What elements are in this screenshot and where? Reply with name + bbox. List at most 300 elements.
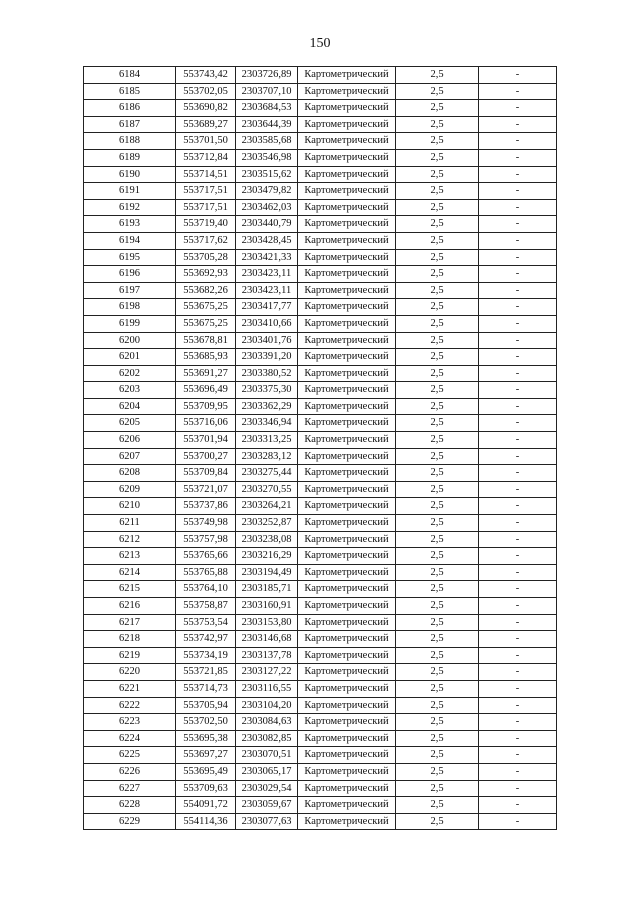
- table-row: [84, 680, 557, 697]
- table-row: [84, 614, 557, 631]
- precision-cell: 2,5: [396, 249, 479, 266]
- method-cell: Картометрический: [298, 730, 396, 747]
- description-cell: -: [479, 249, 557, 266]
- precision-cell: 2,5: [396, 448, 479, 465]
- y-coordinate-cell: 2303264,21: [236, 498, 298, 515]
- point-number-cell: 6209: [84, 481, 176, 498]
- page-number: 150: [309, 36, 331, 51]
- point-number-cell: 6212: [84, 531, 176, 548]
- x-coordinate-cell: 553709,63: [176, 780, 236, 797]
- x-coordinate-cell: 553701,94: [176, 432, 236, 449]
- point-number-cell: 6192: [84, 199, 176, 216]
- method-cell: Картометрический: [298, 465, 396, 482]
- x-coordinate-cell: 553765,66: [176, 548, 236, 565]
- method-cell: Картометрический: [298, 763, 396, 780]
- description-cell: -: [479, 813, 557, 830]
- x-coordinate-cell: 553712,84: [176, 149, 236, 166]
- x-coordinate-cell: 553734,19: [176, 647, 236, 664]
- precision-cell: 2,5: [396, 515, 479, 532]
- y-coordinate-cell: 2303515,62: [236, 166, 298, 183]
- description-cell: -: [479, 797, 557, 814]
- y-coordinate-cell: 2303423,11: [236, 282, 298, 299]
- table-row: [84, 365, 557, 382]
- description-cell: -: [479, 631, 557, 648]
- x-coordinate-cell: 554114,36: [176, 813, 236, 830]
- method-cell: Картометрический: [298, 415, 396, 432]
- x-coordinate-cell: 553690,82: [176, 100, 236, 117]
- x-coordinate-cell: 553675,25: [176, 299, 236, 316]
- x-coordinate-cell: 553717,62: [176, 232, 236, 249]
- description-cell: -: [479, 564, 557, 581]
- x-coordinate-cell: 553705,28: [176, 249, 236, 266]
- y-coordinate-cell: 2303137,78: [236, 647, 298, 664]
- description-cell: -: [479, 498, 557, 515]
- method-cell: Картометрический: [298, 448, 396, 465]
- point-number-cell: 6211: [84, 515, 176, 532]
- x-coordinate-cell: 553721,07: [176, 481, 236, 498]
- point-number-cell: 6216: [84, 598, 176, 615]
- point-number-cell: 6224: [84, 730, 176, 747]
- point-number-cell: 6213: [84, 548, 176, 565]
- precision-cell: 2,5: [396, 332, 479, 349]
- description-cell: -: [479, 481, 557, 498]
- point-number-cell: 6203: [84, 382, 176, 399]
- table-row: [84, 249, 557, 266]
- precision-cell: 2,5: [396, 647, 479, 664]
- point-number-cell: 6222: [84, 697, 176, 714]
- point-number-cell: 6229: [84, 813, 176, 830]
- table-row: [84, 747, 557, 764]
- y-coordinate-cell: 2303077,63: [236, 813, 298, 830]
- x-coordinate-cell: 553719,40: [176, 216, 236, 233]
- x-coordinate-cell: 553702,05: [176, 83, 236, 100]
- x-coordinate-cell: 553682,26: [176, 282, 236, 299]
- x-coordinate-cell: 553749,98: [176, 515, 236, 532]
- y-coordinate-cell: 2303546,98: [236, 149, 298, 166]
- description-cell: -: [479, 232, 557, 249]
- table-row: [84, 813, 557, 830]
- x-coordinate-cell: 553695,49: [176, 763, 236, 780]
- method-cell: Картометрический: [298, 199, 396, 216]
- x-coordinate-cell: 553702,50: [176, 714, 236, 731]
- precision-cell: 2,5: [396, 548, 479, 565]
- description-cell: -: [479, 166, 557, 183]
- precision-cell: 2,5: [396, 797, 479, 814]
- description-cell: -: [479, 780, 557, 797]
- table-row: [84, 581, 557, 598]
- x-coordinate-cell: 553758,87: [176, 598, 236, 615]
- y-coordinate-cell: 2303070,51: [236, 747, 298, 764]
- table-row: [84, 149, 557, 166]
- table-row: [84, 382, 557, 399]
- point-number-cell: 6204: [84, 398, 176, 415]
- precision-cell: 2,5: [396, 598, 479, 615]
- precision-cell: 2,5: [396, 614, 479, 631]
- precision-cell: 2,5: [396, 680, 479, 697]
- precision-cell: 2,5: [396, 498, 479, 515]
- x-coordinate-cell: 553717,51: [176, 183, 236, 200]
- description-cell: -: [479, 680, 557, 697]
- precision-cell: 2,5: [396, 315, 479, 332]
- method-cell: Картометрический: [298, 714, 396, 731]
- table-row: [84, 349, 557, 366]
- y-coordinate-cell: 2303346,94: [236, 415, 298, 432]
- precision-cell: 2,5: [396, 730, 479, 747]
- description-cell: -: [479, 282, 557, 299]
- table-row: [84, 133, 557, 150]
- x-coordinate-cell: 553716,06: [176, 415, 236, 432]
- y-coordinate-cell: 2303160,91: [236, 598, 298, 615]
- precision-cell: 2,5: [396, 763, 479, 780]
- description-cell: -: [479, 216, 557, 233]
- precision-cell: 2,5: [396, 581, 479, 598]
- method-cell: Картометрический: [298, 149, 396, 166]
- table-row: [84, 664, 557, 681]
- precision-cell: 2,5: [396, 365, 479, 382]
- y-coordinate-cell: 2303283,12: [236, 448, 298, 465]
- table-row: [84, 415, 557, 432]
- method-cell: Картометрический: [298, 116, 396, 133]
- y-coordinate-cell: 2303029,54: [236, 780, 298, 797]
- description-cell: -: [479, 747, 557, 764]
- y-coordinate-cell: 2303417,77: [236, 299, 298, 316]
- point-number-cell: 6201: [84, 349, 176, 366]
- method-cell: Картометрический: [298, 614, 396, 631]
- x-coordinate-cell: 553700,27: [176, 448, 236, 465]
- y-coordinate-cell: 2303104,20: [236, 697, 298, 714]
- x-coordinate-cell: 553689,27: [176, 116, 236, 133]
- y-coordinate-cell: 2303423,11: [236, 266, 298, 283]
- description-cell: -: [479, 730, 557, 747]
- x-coordinate-cell: 553721,85: [176, 664, 236, 681]
- method-cell: Картометрический: [298, 813, 396, 830]
- x-coordinate-cell: 553692,93: [176, 266, 236, 283]
- point-number-cell: 6208: [84, 465, 176, 482]
- y-coordinate-cell: 2303275,44: [236, 465, 298, 482]
- table-row: [84, 548, 557, 565]
- y-coordinate-cell: 2303082,85: [236, 730, 298, 747]
- point-number-cell: 6185: [84, 83, 176, 100]
- table-row: [84, 797, 557, 814]
- table-row: [84, 299, 557, 316]
- table-row: [84, 232, 557, 249]
- point-number-cell: 6190: [84, 166, 176, 183]
- y-coordinate-cell: 2303146,68: [236, 631, 298, 648]
- method-cell: Картометрический: [298, 382, 396, 399]
- x-coordinate-cell: 553714,51: [176, 166, 236, 183]
- point-number-cell: 6186: [84, 100, 176, 117]
- precision-cell: 2,5: [396, 564, 479, 581]
- description-cell: -: [479, 349, 557, 366]
- precision-cell: 2,5: [396, 232, 479, 249]
- y-coordinate-cell: 2303375,30: [236, 382, 298, 399]
- x-coordinate-cell: 553696,49: [176, 382, 236, 399]
- point-number-cell: 6227: [84, 780, 176, 797]
- x-coordinate-cell: 553685,93: [176, 349, 236, 366]
- table-row: [84, 67, 557, 84]
- precision-cell: 2,5: [396, 481, 479, 498]
- description-cell: -: [479, 116, 557, 133]
- y-coordinate-cell: 2303644,39: [236, 116, 298, 133]
- point-number-cell: 6214: [84, 564, 176, 581]
- precision-cell: 2,5: [396, 398, 479, 415]
- x-coordinate-cell: 553678,81: [176, 332, 236, 349]
- precision-cell: 2,5: [396, 183, 479, 200]
- y-coordinate-cell: 2303684,53: [236, 100, 298, 117]
- precision-cell: 2,5: [396, 83, 479, 100]
- method-cell: Картометрический: [298, 67, 396, 84]
- description-cell: -: [479, 581, 557, 598]
- point-number-cell: 6221: [84, 680, 176, 697]
- table-row: [84, 481, 557, 498]
- method-cell: Картометрический: [298, 83, 396, 100]
- y-coordinate-cell: 2303185,71: [236, 581, 298, 598]
- table-row: [84, 432, 557, 449]
- y-coordinate-cell: 2303313,25: [236, 432, 298, 449]
- y-coordinate-cell: 2303127,22: [236, 664, 298, 681]
- description-cell: -: [479, 415, 557, 432]
- method-cell: Картометрический: [298, 349, 396, 366]
- description-cell: -: [479, 598, 557, 615]
- point-number-cell: 6188: [84, 133, 176, 150]
- table-row: [84, 315, 557, 332]
- precision-cell: 2,5: [396, 747, 479, 764]
- point-number-cell: 6200: [84, 332, 176, 349]
- y-coordinate-cell: 2303421,33: [236, 249, 298, 266]
- method-cell: Картометрический: [298, 166, 396, 183]
- precision-cell: 2,5: [396, 415, 479, 432]
- point-number-cell: 6210: [84, 498, 176, 515]
- precision-cell: 2,5: [396, 67, 479, 84]
- method-cell: Картометрический: [298, 647, 396, 664]
- y-coordinate-cell: 2303153,80: [236, 614, 298, 631]
- x-coordinate-cell: 553697,27: [176, 747, 236, 764]
- table-row: [84, 216, 557, 233]
- point-number-cell: 6194: [84, 232, 176, 249]
- y-coordinate-cell: 2303270,55: [236, 481, 298, 498]
- x-coordinate-cell: 553737,86: [176, 498, 236, 515]
- x-coordinate-cell: 554091,72: [176, 797, 236, 814]
- point-number-cell: 6187: [84, 116, 176, 133]
- precision-cell: 2,5: [396, 714, 479, 731]
- method-cell: Картометрический: [298, 697, 396, 714]
- x-coordinate-cell: 553701,50: [176, 133, 236, 150]
- point-number-cell: 6217: [84, 614, 176, 631]
- description-cell: -: [479, 614, 557, 631]
- y-coordinate-cell: 2303238,08: [236, 531, 298, 548]
- point-number-cell: 6198: [84, 299, 176, 316]
- y-coordinate-cell: 2303059,67: [236, 797, 298, 814]
- precision-cell: 2,5: [396, 216, 479, 233]
- precision-cell: 2,5: [396, 199, 479, 216]
- method-cell: Картометрический: [298, 680, 396, 697]
- table-row: [84, 100, 557, 117]
- method-cell: Картометрический: [298, 365, 396, 382]
- description-cell: -: [479, 448, 557, 465]
- method-cell: Картометрический: [298, 100, 396, 117]
- table-row: [84, 647, 557, 664]
- y-coordinate-cell: 2303084,63: [236, 714, 298, 731]
- point-number-cell: 6189: [84, 149, 176, 166]
- precision-cell: 2,5: [396, 133, 479, 150]
- point-number-cell: 6195: [84, 249, 176, 266]
- table-row: [84, 515, 557, 532]
- x-coordinate-cell: 553764,10: [176, 581, 236, 598]
- point-number-cell: 6220: [84, 664, 176, 681]
- table-row: [84, 714, 557, 731]
- method-cell: Картометрический: [298, 581, 396, 598]
- y-coordinate-cell: 2303707,10: [236, 83, 298, 100]
- precision-cell: 2,5: [396, 349, 479, 366]
- point-number-cell: 6184: [84, 67, 176, 84]
- point-number-cell: 6205: [84, 415, 176, 432]
- point-number-cell: 6215: [84, 581, 176, 598]
- x-coordinate-cell: 553709,95: [176, 398, 236, 415]
- method-cell: Картометрический: [298, 398, 396, 415]
- y-coordinate-cell: 2303462,03: [236, 199, 298, 216]
- point-number-cell: 6206: [84, 432, 176, 449]
- description-cell: -: [479, 266, 557, 283]
- precision-cell: 2,5: [396, 266, 479, 283]
- precision-cell: 2,5: [396, 166, 479, 183]
- point-number-cell: 6218: [84, 631, 176, 648]
- table-row: [84, 598, 557, 615]
- method-cell: Картометрический: [298, 631, 396, 648]
- x-coordinate-cell: 553691,27: [176, 365, 236, 382]
- y-coordinate-cell: 2303116,55: [236, 680, 298, 697]
- y-coordinate-cell: 2303380,52: [236, 365, 298, 382]
- coordinates-table: [83, 66, 557, 830]
- table-row: [84, 531, 557, 548]
- point-number-cell: 6207: [84, 448, 176, 465]
- point-number-cell: 6193: [84, 216, 176, 233]
- method-cell: Картометрический: [298, 282, 396, 299]
- method-cell: Картометрический: [298, 797, 396, 814]
- method-cell: Картометрический: [298, 432, 396, 449]
- precision-cell: 2,5: [396, 382, 479, 399]
- method-cell: Картометрический: [298, 564, 396, 581]
- point-number-cell: 6223: [84, 714, 176, 731]
- precision-cell: 2,5: [396, 631, 479, 648]
- precision-cell: 2,5: [396, 100, 479, 117]
- description-cell: -: [479, 697, 557, 714]
- description-cell: -: [479, 183, 557, 200]
- y-coordinate-cell: 2303585,68: [236, 133, 298, 150]
- table-row: [84, 780, 557, 797]
- description-cell: -: [479, 398, 557, 415]
- table-row: [84, 116, 557, 133]
- y-coordinate-cell: 2303194,49: [236, 564, 298, 581]
- table-row: [84, 730, 557, 747]
- point-number-cell: 6196: [84, 266, 176, 283]
- method-cell: Картометрический: [298, 548, 396, 565]
- method-cell: Картометрический: [298, 266, 396, 283]
- method-cell: Картометрический: [298, 498, 396, 515]
- table-row: [84, 763, 557, 780]
- description-cell: -: [479, 647, 557, 664]
- method-cell: Картометрический: [298, 515, 396, 532]
- x-coordinate-cell: 553757,98: [176, 531, 236, 548]
- table-body: [84, 67, 557, 830]
- table-row: [84, 266, 557, 283]
- x-coordinate-cell: 553717,51: [176, 199, 236, 216]
- x-coordinate-cell: 553675,25: [176, 315, 236, 332]
- description-cell: -: [479, 531, 557, 548]
- table-row: [84, 199, 557, 216]
- x-coordinate-cell: 553705,94: [176, 697, 236, 714]
- description-cell: -: [479, 763, 557, 780]
- table-row: [84, 83, 557, 100]
- method-cell: Картометрический: [298, 598, 396, 615]
- table-row: [84, 498, 557, 515]
- table-row: [84, 398, 557, 415]
- point-number-cell: 6228: [84, 797, 176, 814]
- description-cell: -: [479, 315, 557, 332]
- method-cell: Картометрический: [298, 531, 396, 548]
- description-cell: -: [479, 714, 557, 731]
- table-row: [84, 465, 557, 482]
- precision-cell: 2,5: [396, 299, 479, 316]
- table-row: [84, 332, 557, 349]
- y-coordinate-cell: 2303428,45: [236, 232, 298, 249]
- x-coordinate-cell: 553714,73: [176, 680, 236, 697]
- y-coordinate-cell: 2303401,76: [236, 332, 298, 349]
- table-row: [84, 631, 557, 648]
- method-cell: Картометрический: [298, 747, 396, 764]
- method-cell: Картометрический: [298, 216, 396, 233]
- point-number-cell: 6197: [84, 282, 176, 299]
- y-coordinate-cell: 2303726,89: [236, 67, 298, 84]
- method-cell: Картометрический: [298, 299, 396, 316]
- table-row: [84, 448, 557, 465]
- point-number-cell: 6191: [84, 183, 176, 200]
- method-cell: Картометрический: [298, 232, 396, 249]
- precision-cell: 2,5: [396, 149, 479, 166]
- method-cell: Картометрический: [298, 249, 396, 266]
- description-cell: -: [479, 83, 557, 100]
- x-coordinate-cell: 553743,42: [176, 67, 236, 84]
- method-cell: Картометрический: [298, 133, 396, 150]
- y-coordinate-cell: 2303391,20: [236, 349, 298, 366]
- y-coordinate-cell: 2303065,17: [236, 763, 298, 780]
- description-cell: -: [479, 67, 557, 84]
- x-coordinate-cell: 553709,84: [176, 465, 236, 482]
- x-coordinate-cell: 553742,97: [176, 631, 236, 648]
- method-cell: Картометрический: [298, 332, 396, 349]
- precision-cell: 2,5: [396, 664, 479, 681]
- method-cell: Картометрический: [298, 183, 396, 200]
- method-cell: Картометрический: [298, 664, 396, 681]
- description-cell: -: [479, 465, 557, 482]
- method-cell: Картометрический: [298, 481, 396, 498]
- precision-cell: 2,5: [396, 282, 479, 299]
- precision-cell: 2,5: [396, 116, 479, 133]
- y-coordinate-cell: 2303479,82: [236, 183, 298, 200]
- y-coordinate-cell: 2303410,66: [236, 315, 298, 332]
- description-cell: -: [479, 199, 557, 216]
- point-number-cell: 6226: [84, 763, 176, 780]
- precision-cell: 2,5: [396, 465, 479, 482]
- description-cell: -: [479, 432, 557, 449]
- description-cell: -: [479, 133, 557, 150]
- point-number-cell: 6202: [84, 365, 176, 382]
- y-coordinate-cell: 2303252,87: [236, 515, 298, 532]
- description-cell: -: [479, 149, 557, 166]
- y-coordinate-cell: 2303362,29: [236, 398, 298, 415]
- description-cell: -: [479, 382, 557, 399]
- description-cell: -: [479, 299, 557, 316]
- x-coordinate-cell: 553695,38: [176, 730, 236, 747]
